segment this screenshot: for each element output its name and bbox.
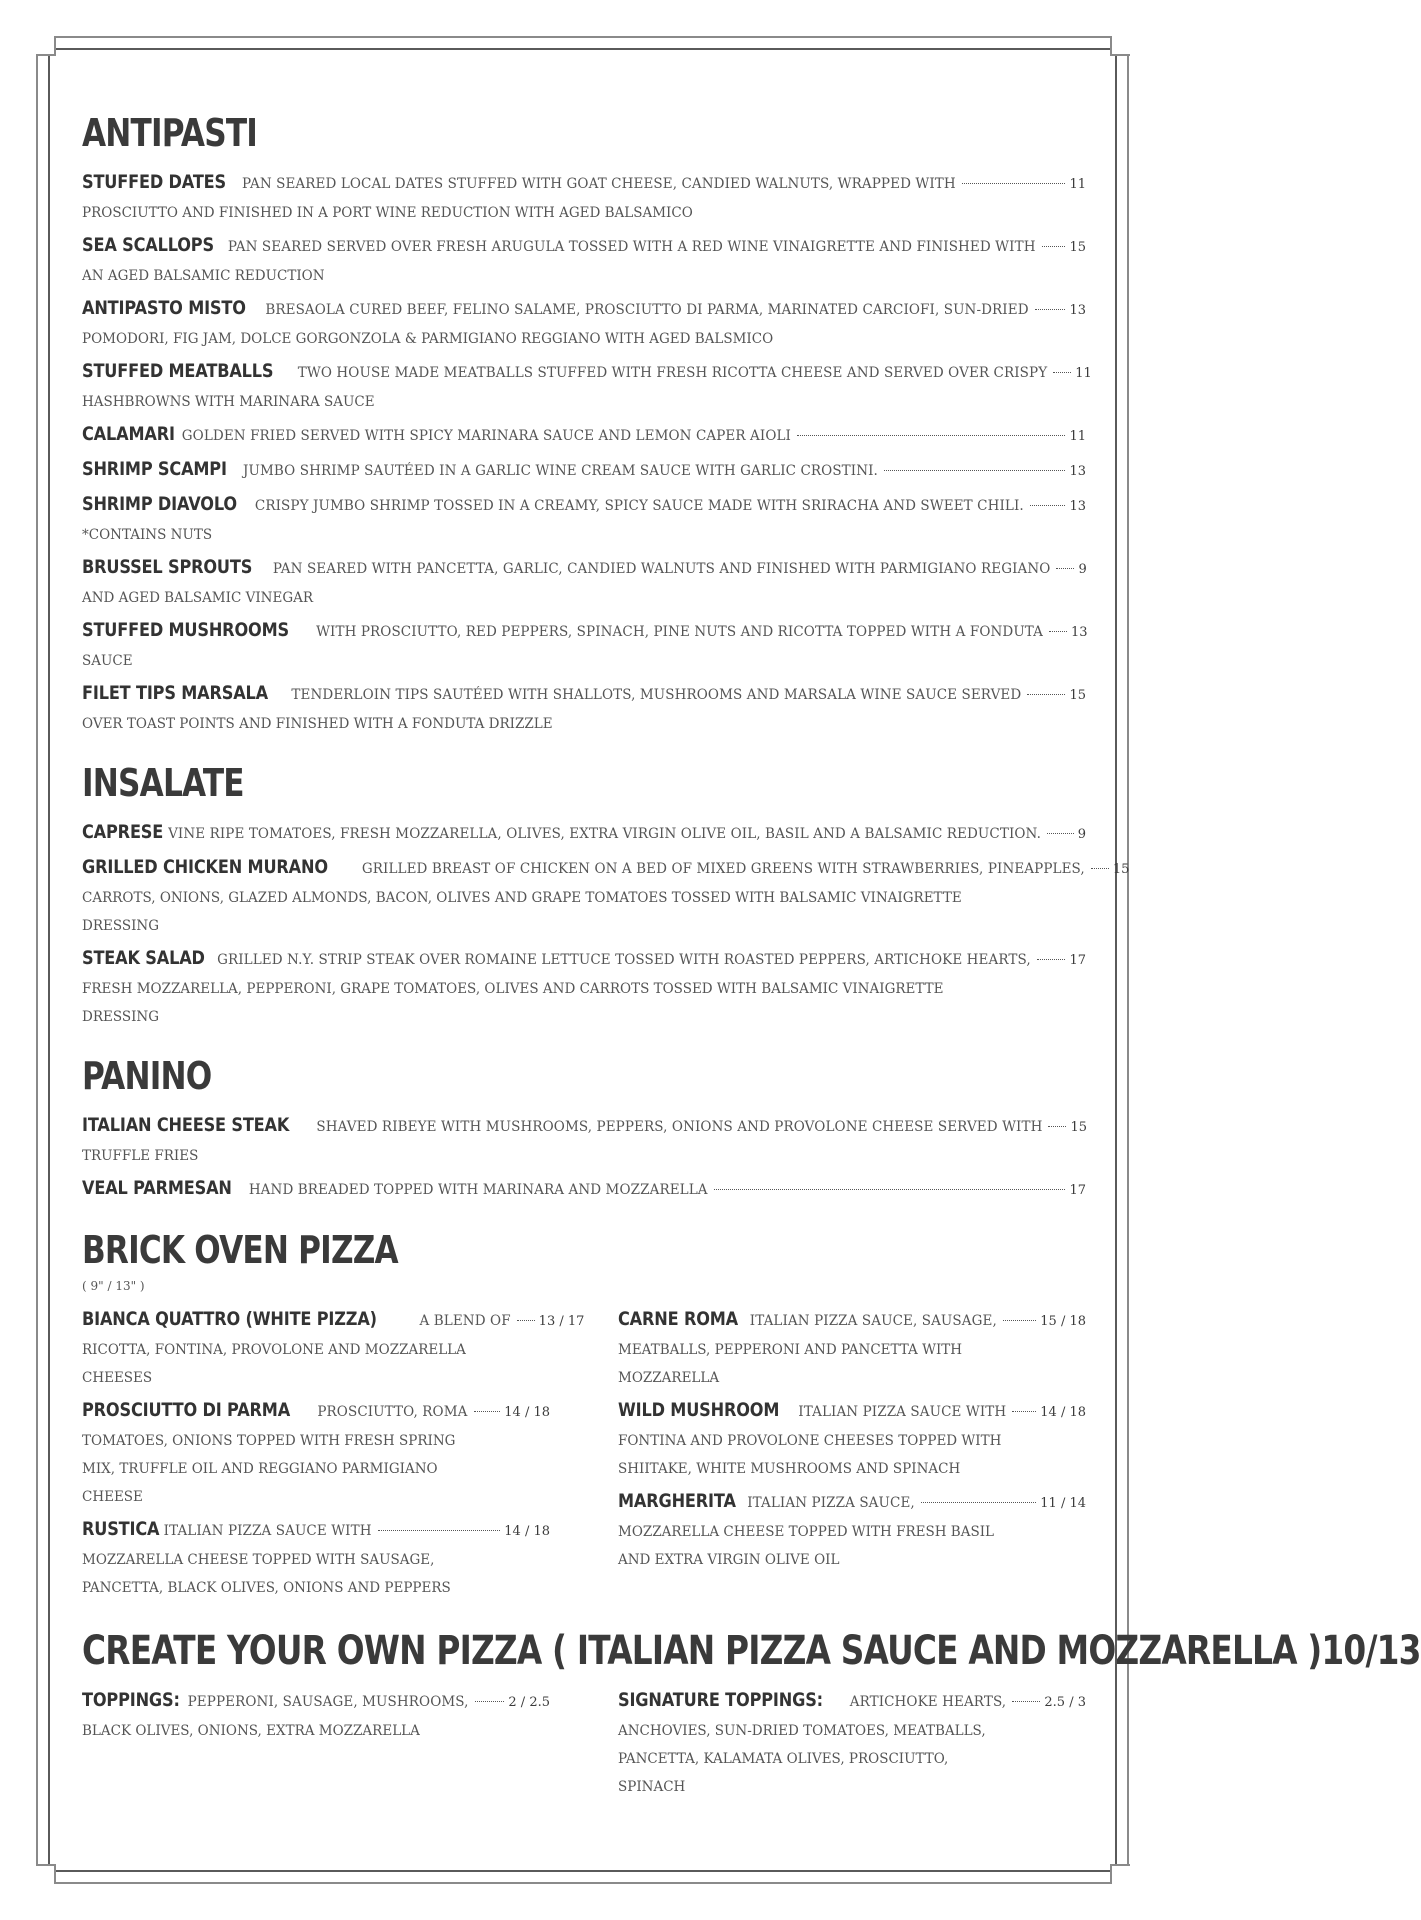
- leader-dots: [714, 1189, 1066, 1190]
- item-description-cont: AND AGED BALSAMIC VINEGAR: [82, 590, 314, 606]
- item-description-cont: MEATBALLS, PEPPERONI AND PANCETTA WITH: [618, 1342, 963, 1358]
- item-description: ITALIAN PIZZA SAUCE, SAUSAGE,: [749, 1313, 997, 1329]
- item-description: CRISPY JUMBO SHRIMP TOSSED IN A CREAMY, SPICY SAUCE MADE WITH SRIRACHA AND SWEET CHILI.: [254, 498, 1024, 514]
- item-name: STUFFED DATES: [82, 171, 227, 193]
- item-price: 15: [1112, 862, 1130, 877]
- item-description-cont: BLACK OLIVES, ONIONS, EXTRA MOZZARELLA: [82, 1723, 420, 1739]
- menu-item: [618, 1686, 1086, 1801]
- item-price: 13: [1071, 625, 1088, 640]
- item-description-cont: SPINACH: [618, 1779, 686, 1795]
- item-name: WILD MUSHROOM: [618, 1399, 780, 1421]
- menu-item: [82, 231, 1086, 290]
- item-name: SEA SCALLOPS: [82, 234, 214, 256]
- border-corner: [1110, 36, 1130, 56]
- item-price: 2.5 / 3: [1044, 1695, 1086, 1710]
- item-price: 17: [1069, 953, 1086, 968]
- section-title-antipasti: ANTIPASTI: [82, 111, 258, 155]
- item-description: WITH PROSCIUTTO, RED PEPPERS, SPINACH, PINE NUTS AND RICOTTA TOPPED WITH A FONDUTA: [316, 624, 1044, 640]
- item-description-cont: PANCETTA, BLACK OLIVES, ONIONS AND PEPPERS: [82, 1580, 451, 1596]
- item-description: ITALIAN PIZZA SAUCE WITH: [163, 1523, 372, 1539]
- item-description-cont: AN AGED BALSAMIC REDUCTION: [82, 268, 325, 284]
- border-corner: [1110, 1864, 1130, 1884]
- item-name: STUFFED MEATBALLS: [82, 360, 274, 382]
- item-description: PAN SEARED WITH PANCETTA, GARLIC, CANDIED WALNUTS AND FINISHED WITH PARMIGIANO REGIANO: [272, 561, 1051, 577]
- leader-dots: [884, 470, 1066, 471]
- item-description: A BLEND OF: [419, 1313, 511, 1329]
- pizza-column-left: [82, 1305, 585, 1606]
- leader-dots: [962, 183, 1066, 184]
- signature-toppings-column: [618, 1686, 1086, 1805]
- leader-dots: [1091, 868, 1109, 869]
- insalate-section: [82, 760, 1130, 1031]
- leader-dots: [1012, 1411, 1036, 1412]
- item-description: PROSCIUTTO, ROMA: [317, 1404, 468, 1420]
- item-description: ITALIAN PIZZA SAUCE,: [747, 1495, 915, 1511]
- pizza-sizes: ( 9" / 13" ): [82, 1279, 145, 1293]
- item-description-cont: MOZZARELLA: [618, 1370, 720, 1386]
- item-description: BRESAOLA CURED BEEF, FELINO SALAME, PROSCIUTTO DI PARMA, MARINATED CARCIOFI, SUN-DRIED: [265, 302, 1029, 318]
- item-name: RUSTICA: [82, 1518, 160, 1540]
- pizza-column-right: [618, 1305, 1086, 1606]
- item-name: CALAMARI: [82, 423, 175, 445]
- menu-item: [82, 818, 1086, 849]
- section-title-panino: PANINO: [82, 1054, 212, 1098]
- leader-dots: [1053, 372, 1071, 373]
- menu-item: [82, 455, 1086, 486]
- menu-item: [82, 1686, 550, 1745]
- item-name: SHRIMP SCAMPI: [82, 458, 227, 480]
- item-price: 15 / 18: [1040, 1314, 1086, 1329]
- menu-item: [82, 420, 1086, 451]
- item-description: GRILLED N.Y. STRIP STEAK OVER ROMAINE LETTUCE TOSSED WITH ROASTED PEPPERS, ARTICHOKE HEARTS,: [217, 952, 1031, 968]
- item-description-cont: DRESSING: [82, 918, 160, 934]
- item-description: TENDERLOIN TIPS SAUTÉED WITH SHALLOTS, MUSHROOMS AND MARSALA WINE SAUCE SERVED: [291, 687, 1022, 703]
- menu-item: [618, 1305, 1086, 1392]
- item-description-cont: SHIITAKE, WHITE MUSHROOMS AND SPINACH: [618, 1461, 961, 1477]
- item-name: ITALIAN CHEESE STEAK: [82, 1114, 290, 1136]
- item-description: JUMBO SHRIMP SAUTÉED IN A GARLIC WINE CREAM SAUCE WITH GARLIC CROSTINI.: [242, 463, 878, 479]
- item-description-cont: OVER TOAST POINTS AND FINISHED WITH A FONDUTA DRIZZLE: [82, 716, 553, 732]
- item-description-cont: PANCETTA, KALAMATA OLIVES, PROSCIUTTO,: [618, 1751, 949, 1767]
- leader-dots: [1027, 694, 1065, 695]
- item-name: VEAL PARMESAN: [82, 1177, 232, 1199]
- section-title-pizza: BRICK OVEN PIZZA: [82, 1228, 398, 1272]
- leader-dots: [1003, 1320, 1036, 1321]
- item-price: 13: [1069, 499, 1086, 514]
- item-description: ARTICHOKE HEARTS,: [849, 1694, 1007, 1710]
- item-price: 14 / 18: [504, 1405, 550, 1420]
- item-description: PAN SEARED LOCAL DATES STUFFED WITH GOAT CHEESE, CANDIED WALNUTS, WRAPPED WITH: [242, 176, 956, 192]
- item-name: BRUSSEL SPROUTS: [82, 556, 253, 578]
- item-description-cont: PROSCIUTTO AND FINISHED IN A PORT WINE REDUCTION WITH AGED BALSAMICO: [82, 205, 693, 221]
- menu-item: [82, 553, 1086, 612]
- border-corner: [36, 1864, 56, 1884]
- create-section: [82, 1628, 1421, 1805]
- item-price: 11: [1069, 177, 1086, 192]
- item-price: 14 / 18: [1040, 1405, 1086, 1420]
- item-price: 15: [1069, 688, 1086, 703]
- menu-item: [82, 1305, 585, 1392]
- item-name: SIGNATURE TOPPINGS:: [618, 1689, 823, 1711]
- item-price: 13: [1069, 303, 1086, 318]
- pizza-section: [82, 1227, 1086, 1606]
- item-description-cont: CHEESE: [82, 1489, 143, 1505]
- item-name: CARNE ROMA: [618, 1308, 738, 1330]
- leader-dots: [517, 1320, 535, 1321]
- menu-item: [82, 1515, 550, 1602]
- leader-dots: [921, 1502, 1036, 1503]
- menu-item: [82, 490, 1086, 549]
- menu-content: [82, 110, 1421, 1827]
- menu-item: [618, 1487, 1086, 1574]
- leader-dots: [1012, 1701, 1040, 1702]
- item-name: SHRIMP DIAVOLO: [82, 493, 237, 515]
- leader-dots: [378, 1530, 501, 1531]
- item-price: 11: [1075, 366, 1092, 381]
- item-price: 9: [1077, 827, 1086, 842]
- menu-item: [82, 294, 1086, 353]
- item-name: STUFFED MUSHROOMS: [82, 619, 289, 641]
- antipasti-section: [82, 110, 1092, 738]
- leader-dots: [1047, 833, 1074, 834]
- item-price: 15: [1070, 1120, 1088, 1135]
- menu-item: [82, 168, 1086, 227]
- panino-section: [82, 1053, 1086, 1205]
- leader-dots: [1042, 246, 1066, 247]
- leader-dots: [474, 1411, 501, 1412]
- item-price: 17: [1069, 1183, 1086, 1198]
- item-description-cont: FONTINA AND PROVOLONE CHEESES TOPPED WITH: [618, 1433, 1002, 1449]
- border-corner: [36, 36, 56, 56]
- item-description-cont: *CONTAINS NUTS: [82, 527, 213, 543]
- leader-dots: [1048, 1126, 1066, 1127]
- item-price: 14 / 18: [504, 1524, 550, 1539]
- leader-dots: [1037, 959, 1066, 960]
- item-description-cont: POMODORI, FIG JAM, DOLCE GORGONZOLA & PARMIGIANO REGGIANO WITH AGED BALSMICO: [82, 331, 774, 347]
- item-description-cont: FRESH MOZZARELLA, PEPPERONI, GRAPE TOMATOES, OLIVES AND CARROTS TOSSED WITH BALSAMIC VINAIGRETTE: [82, 981, 944, 997]
- item-name: FILET TIPS MARSALA: [82, 682, 268, 704]
- item-description-cont: HASHBROWNS WITH MARINARA SAUCE: [82, 394, 375, 410]
- item-description-cont: CARROTS, ONIONS, GLAZED ALMONDS, BACON, OLIVES AND GRAPE TOMATOES TOSSED WITH BALSAMIC VINAIGRETTE: [82, 890, 962, 906]
- item-description-cont: RICOTTA, FONTINA, PROVOLONE AND MOZZARELLA: [82, 1342, 466, 1358]
- item-price: 15: [1069, 240, 1086, 255]
- item-description: SHAVED RIBEYE WITH MUSHROOMS, PEPPERS, ONIONS AND PROVOLONE CHEESE SERVED WITH: [316, 1119, 1043, 1135]
- menu-item: [82, 1174, 1086, 1205]
- menu-item: [82, 1111, 1086, 1170]
- item-description-cont: MIX, TRUFFLE OIL AND REGGIANO PARMIGIANO: [82, 1461, 438, 1477]
- item-name: PROSCIUTTO DI PARMA: [82, 1399, 291, 1421]
- item-price: 13: [1069, 464, 1086, 479]
- item-description: GRILLED BREAST OF CHICKEN ON A BED OF MIXED GREENS WITH STRAWBERRIES, PINEAPPLES,: [361, 861, 1085, 877]
- item-price: 9: [1078, 562, 1087, 577]
- item-description: VINE RIPE TOMATOES, FRESH MOZZARELLA, OLIVES, EXTRA VIRGIN OLIVE OIL, BASIL AND A BALSAMIC REDUCTION.: [168, 826, 1041, 842]
- leader-dots: [1030, 505, 1066, 506]
- toppings-column: [82, 1686, 550, 1805]
- item-description: HAND BREADED TOPPED WITH MARINARA AND MOZZARELLA: [248, 1182, 708, 1198]
- item-description-cont: TOMATOES, ONIONS TOPPED WITH FRESH SPRING: [82, 1433, 456, 1449]
- menu-item: [82, 679, 1086, 738]
- item-description-cont: MOZZARELLA CHEESE TOPPED WITH FRESH BASIL: [618, 1524, 994, 1540]
- item-description: ITALIAN PIZZA SAUCE WITH: [798, 1404, 1007, 1420]
- item-name: ANTIPASTO MISTO: [82, 297, 246, 319]
- item-description-cont: MOZZARELLA CHEESE TOPPED WITH SAUSAGE,: [82, 1552, 435, 1568]
- item-description: PEPPERONI, SAUSAGE, MUSHROOMS,: [187, 1694, 469, 1710]
- leader-dots: [797, 435, 1065, 436]
- menu-item: [82, 853, 1130, 940]
- item-price: 11 / 14: [1040, 1496, 1086, 1511]
- leader-dots: [475, 1701, 505, 1702]
- menu-item: [618, 1396, 1086, 1483]
- item-price: 11: [1069, 429, 1086, 444]
- leader-dots: [1049, 631, 1067, 632]
- item-price: 2 / 2.5: [508, 1695, 550, 1710]
- leader-dots: [1035, 309, 1066, 310]
- menu-item: [82, 1396, 550, 1511]
- item-description-cont: CHEESES: [82, 1370, 153, 1386]
- item-name: TOPPINGS:: [82, 1689, 180, 1711]
- item-description: GOLDEN FRIED SERVED WITH SPICY MARINARA SAUCE AND LEMON CAPER AIOLI: [181, 428, 791, 444]
- item-description-cont: DRESSING: [82, 1009, 160, 1025]
- item-name: STEAK SALAD: [82, 947, 205, 969]
- item-name: BIANCA QUATTRO (WHITE PIZZA): [82, 1308, 377, 1330]
- section-title-insalate: INSALATE: [82, 761, 244, 805]
- item-description-cont: ANCHOVIES, SUN-DRIED TOMATOES, MEATBALLS,: [618, 1723, 986, 1739]
- item-description-cont: TRUFFLE FRIES: [82, 1148, 199, 1164]
- item-name: CAPRESE: [82, 821, 164, 843]
- menu-item: [82, 616, 1086, 675]
- item-description-cont: AND EXTRA VIRGIN OLIVE OIL: [618, 1552, 840, 1568]
- item-price: 13 / 17: [538, 1314, 585, 1329]
- menu-item: [82, 357, 1092, 416]
- item-description-cont: SAUCE: [82, 653, 133, 669]
- item-name: GRILLED CHICKEN MURANO: [82, 856, 328, 878]
- menu-item: [82, 944, 1086, 1031]
- section-title-create: CREATE YOUR OWN PIZZA ( ITALIAN PIZZA SAUCE AND MOZZARELLA )10/13: [82, 1628, 1421, 1674]
- leader-dots: [1056, 568, 1074, 569]
- item-description: PAN SEARED SERVED OVER FRESH ARUGULA TOSSED WITH A RED WINE VINAIGRETTE AND FINISHED WITH: [227, 239, 1036, 255]
- item-description: TWO HOUSE MADE MEATBALLS STUFFED WITH FRESH RICOTTA CHEESE AND SERVED OVER CRISPY: [297, 365, 1048, 381]
- item-name: MARGHERITA: [618, 1490, 736, 1512]
